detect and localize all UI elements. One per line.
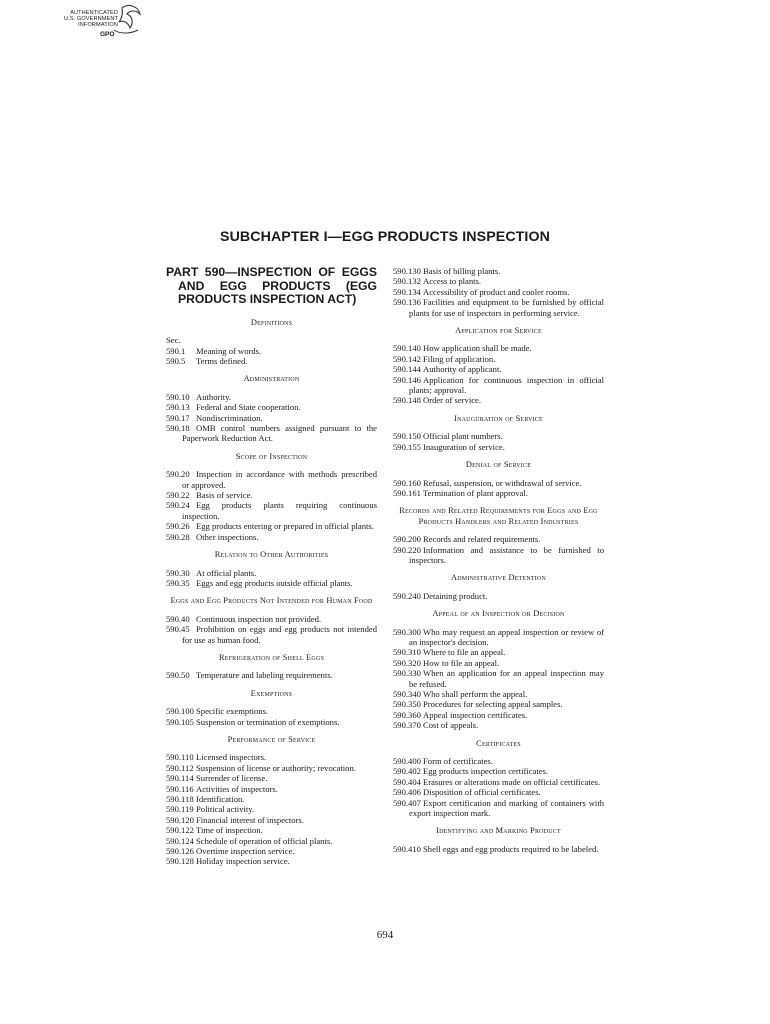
- toc-entry: [393, 591, 604, 601]
- section-number: 590.110: [166, 752, 194, 763]
- logo-text: AUTHENTICATED U.S. GOVERNMENT INFORMATION: [63, 10, 118, 29]
- toc-entry: [166, 568, 377, 578]
- section-number: 590.200: [393, 534, 421, 545]
- subchapter-title: SUBCHAPTER I—EGG PRODUCTS INSPECTION: [220, 229, 550, 245]
- section-heading: Records and Related Requirements for Eggs and Egg Products Handlers and Related Industries: [399, 506, 598, 526]
- section-number: 590.10: [166, 391, 190, 402]
- section-number: 590.330: [393, 668, 421, 679]
- toc-entry: [166, 402, 377, 412]
- toc-entry: [393, 756, 604, 766]
- toc-entry: [166, 804, 377, 814]
- section-number: 590.300: [393, 626, 421, 637]
- section-heading: Administration: [243, 374, 300, 384]
- section-title: Other inspections.: [196, 531, 259, 542]
- toc-entry: [166, 752, 377, 762]
- right-column: [393, 266, 604, 854]
- section-title: Procedures for selecting appeal samples.: [423, 699, 563, 710]
- part-title: PART 590—INSPECTION OF EGGS AND EGG PRODUCTS (EGG PRODUCTS INSPECTION ACT): [166, 265, 377, 307]
- toc-entry: [393, 266, 604, 276]
- section-number: 590.320: [393, 657, 421, 668]
- gpo-authentication-logo: [56, 4, 146, 44]
- toc-entry: [166, 856, 377, 866]
- section-number: 590.160: [393, 477, 421, 488]
- toc-entry: [393, 787, 604, 797]
- section-number: 590.310: [393, 647, 421, 658]
- toc-entry: [393, 777, 604, 787]
- toc-entry: [393, 343, 604, 353]
- toc-entry: [393, 710, 604, 720]
- toc-entry: [166, 521, 377, 531]
- toc-entry: [166, 490, 377, 500]
- left-column: [166, 266, 377, 867]
- toc-entry: [166, 356, 377, 366]
- toc-entry: [166, 670, 377, 680]
- section-title: Application for continuous inspection in official plants; approval.: [409, 374, 604, 396]
- section-title: Appeal inspection certificates.: [423, 709, 528, 720]
- toc-entry: [166, 846, 377, 856]
- section-number: 590.112: [166, 762, 194, 773]
- section-number: 590.1: [166, 345, 186, 356]
- section-title: How application shall be made.: [423, 343, 532, 354]
- section-title: Disposition of official certificates.: [423, 787, 541, 798]
- section-number: 590.136: [393, 297, 421, 308]
- section-heading: Refrigeration of Shell Eggs: [218, 652, 325, 662]
- section-title: Political activity.: [196, 804, 255, 815]
- section-heading: Certificates: [476, 738, 521, 748]
- toc-entry: [393, 798, 604, 819]
- section-title: Authority of applicant.: [423, 364, 502, 375]
- section-number: 590.360: [393, 709, 421, 720]
- section-number: 590.100: [166, 706, 194, 717]
- toc-entry: [166, 763, 377, 773]
- section-number: 590.340: [393, 689, 421, 699]
- section-number: 590.128: [166, 856, 194, 867]
- section-heading: Denial of Service: [465, 460, 532, 470]
- section-title: Detaining product.: [423, 590, 488, 601]
- section-number: 590.404: [393, 776, 421, 787]
- toc-entry: [393, 431, 604, 441]
- toc-entry: [166, 706, 377, 716]
- section-number: 590.120: [166, 814, 194, 825]
- section-heading: Identifying and Marking Product: [436, 826, 561, 836]
- section-title: Schedule of operation of official plants.: [196, 835, 333, 846]
- section-heading: Inauguration of Service: [454, 413, 543, 423]
- section-title: Specific exemptions.: [196, 706, 269, 717]
- section-title: Holiday inspection service.: [196, 856, 290, 867]
- toc-entry: [393, 658, 604, 668]
- section-number: 590.28: [166, 531, 190, 542]
- toc-entry: [166, 413, 377, 423]
- gpo-label: GPO: [100, 31, 115, 38]
- section-number: 590.126: [166, 846, 194, 857]
- section-heading: Application for Service: [455, 326, 542, 336]
- section-title: Eggs and egg products outside official plants.: [196, 577, 353, 588]
- section-number: 590.18: [166, 423, 190, 434]
- toc-entry: [166, 469, 377, 490]
- toc-entry: [166, 532, 377, 542]
- section-number: 590.17: [166, 412, 190, 423]
- toc-entry: [393, 442, 604, 452]
- section-number: 590.407: [393, 797, 421, 808]
- section-number: 590.124: [166, 835, 194, 846]
- toc-entry: [393, 627, 604, 648]
- section-title: Identification.: [196, 794, 245, 804]
- toc-entry: [166, 500, 377, 521]
- section-number: 590.5: [166, 356, 186, 366]
- section-number: 590.155: [393, 441, 421, 452]
- toc-entry: [393, 276, 604, 286]
- toc-entry: [393, 699, 604, 709]
- section-heading: Eggs and Egg Products Not Intended for Human Food: [170, 596, 373, 606]
- section-title: Licensed inspectors.: [196, 752, 267, 763]
- toc-entry: [166, 815, 377, 825]
- toc-entry: [393, 534, 604, 544]
- toc-entry: [166, 578, 377, 588]
- toc-entry: [393, 287, 604, 297]
- section-number: 590.105: [166, 716, 194, 727]
- toc-entry: [393, 395, 604, 405]
- section-number: 590.116: [166, 783, 194, 794]
- toc-entry: [393, 364, 604, 374]
- toc-entry: [166, 836, 377, 846]
- sec-label: Sec.: [166, 335, 181, 346]
- toc-entry: [393, 478, 604, 488]
- section-title: Egg products inspection certificates.: [423, 766, 549, 777]
- section-number: 590.132: [393, 276, 421, 287]
- toc-entry: [393, 375, 604, 396]
- section-title: Refusal, suspension, or withdrawal of service.: [423, 477, 582, 488]
- section-number: 590.400: [393, 756, 421, 767]
- toc-entry: [393, 488, 604, 498]
- toc-entry: [166, 624, 377, 645]
- section-number: 590.144: [393, 364, 421, 375]
- section-title: Terms defined.: [196, 356, 248, 366]
- section-number: 590.30: [166, 567, 190, 578]
- section-heading: Performance of Service: [227, 734, 316, 744]
- section-title: Basis of billing plants.: [423, 266, 501, 276]
- section-number: 590.146: [393, 374, 421, 385]
- section-heading: Appeal of an Inspection or Decision: [432, 609, 565, 619]
- section-title: Nondiscrimination.: [196, 412, 263, 423]
- toc-entry: [166, 784, 377, 794]
- section-number: 590.142: [393, 353, 421, 364]
- toc-entry: [393, 297, 604, 318]
- section-title: Form of certificates.: [423, 756, 493, 767]
- section-number: 590.22: [166, 490, 190, 501]
- toc-entry: [393, 354, 604, 364]
- left-toc: [166, 318, 377, 867]
- section-title: OMB control numbers assigned pursuant to the Paperwork Reduction Act.: [182, 423, 377, 444]
- toc-entry: [166, 346, 377, 356]
- section-title: Official plant numbers.: [423, 431, 503, 442]
- section-number: 590.402: [393, 766, 421, 777]
- section-number: 590.50: [166, 670, 190, 681]
- toc-entry: [393, 720, 604, 730]
- section-title: Temperature and labeling requirements.: [196, 670, 333, 681]
- right-toc: [393, 266, 604, 854]
- section-title: Egg products plants requiring continuous inspection.: [182, 500, 377, 521]
- section-number: 590.370: [393, 720, 421, 731]
- section-title: Activities of inspectors.: [196, 783, 278, 794]
- toc-entry: [166, 614, 377, 624]
- section-number: 590.118: [166, 794, 194, 804]
- toc-entry: [393, 766, 604, 776]
- section-number: 590.240: [393, 590, 421, 601]
- section-title: Financial interest of inspectors.: [196, 814, 304, 825]
- section-number: 590.350: [393, 699, 421, 710]
- section-title: Overtime inspection service.: [196, 846, 295, 857]
- section-title: How to file an appeal.: [423, 657, 500, 668]
- section-title: Egg products entering or prepared in official plants.: [196, 521, 374, 532]
- toc-entry: [166, 825, 377, 835]
- section-title: Suspension or termination of exemptions.: [196, 716, 340, 727]
- section-number: 590.410: [393, 843, 421, 854]
- section-number: 590.119: [166, 804, 194, 815]
- toc-entry: [393, 545, 604, 566]
- section-title: Time of inspection.: [196, 825, 263, 836]
- section-number: 590.13: [166, 402, 190, 413]
- section-title: Records and related requirements.: [423, 534, 541, 545]
- section-number: 590.35: [166, 577, 190, 588]
- section-title: Filing of application.: [423, 353, 496, 364]
- section-title: Meaning of words.: [196, 345, 262, 356]
- toc-entry: [166, 392, 377, 402]
- section-title: Inauguration of service.: [423, 441, 505, 452]
- section-title: Cost of appeals.: [423, 720, 479, 731]
- section-title: Export certification and marking of containers with export inspection mark.: [409, 797, 604, 819]
- section-heading: Administrative Detention: [451, 573, 546, 583]
- section-title: Who shall perform the appeal.: [423, 689, 528, 699]
- section-title: When an application for an appeal inspection may be refused.: [409, 668, 604, 689]
- toc-entry: [166, 423, 377, 444]
- section-title: Suspension of license or authority; revocation.: [196, 762, 356, 773]
- toc-entry: [166, 717, 377, 727]
- section-number: 590.134: [393, 286, 421, 297]
- section-title: Authority.: [196, 391, 232, 402]
- section-title: Accessibility of product and cooler rooms.: [423, 286, 570, 297]
- section-title: Who may request an appeal inspection or review of an inspector's decision.: [409, 626, 604, 647]
- toc-entry: [166, 773, 377, 783]
- section-number: 590.114: [166, 773, 194, 784]
- section-number: 590.150: [393, 431, 421, 442]
- section-title: Shell eggs and egg products required to be labeled.: [423, 843, 599, 854]
- section-title: Erasures or alterations made on official certificates.: [423, 776, 601, 787]
- section-title: At official plants.: [196, 567, 257, 578]
- section-title: Inspection in accordance with methods prescribed or approved.: [182, 469, 377, 490]
- section-number: 590.24: [166, 500, 190, 511]
- toc-entry: [393, 844, 604, 854]
- section-heading: Scope of Inspection: [235, 451, 308, 461]
- section-title: Basis of service.: [196, 490, 253, 501]
- section-number: 590.45: [166, 624, 190, 635]
- section-heading: Relation to Other Authorities: [214, 550, 329, 560]
- section-title: Where to file an appeal.: [423, 647, 506, 658]
- section-heading: Exemptions: [250, 688, 293, 698]
- section-heading: Definitions: [250, 317, 293, 327]
- section-number: 590.40: [166, 613, 190, 624]
- section-number: 590.130: [393, 266, 421, 276]
- section-number: 590.406: [393, 787, 421, 798]
- section-number: 590.26: [166, 521, 190, 532]
- section-title: Facilities and equipment to be furnished by official plants for use of inspectors in performing service.: [409, 297, 604, 318]
- toc-entry: [393, 668, 604, 689]
- section-title: Federal and State cooperation.: [196, 402, 301, 413]
- section-title: Surrender of license.: [196, 773, 268, 784]
- section-number: 590.148: [393, 395, 421, 406]
- toc-entry: [393, 647, 604, 657]
- section-number: 590.20: [166, 469, 190, 480]
- section-number: 590.140: [393, 343, 421, 354]
- section-number: 590.161: [393, 487, 421, 498]
- toc-entry: [166, 794, 377, 804]
- section-number: 590.122: [166, 825, 194, 836]
- section-title: Continuous inspection not provided.: [196, 613, 322, 624]
- section-title: Order of service.: [423, 395, 481, 406]
- section-number: 590.220: [393, 544, 421, 555]
- section-title: Information and assistance to be furnished to inspectors.: [409, 544, 604, 565]
- section-title: Prohibition on eggs and egg products not intended for use as human food.: [182, 624, 377, 645]
- page-number: 694: [376, 929, 394, 941]
- section-title: Termination of plant approval.: [423, 487, 528, 498]
- section-title: Access to plants.: [423, 276, 481, 287]
- toc-entry: [393, 689, 604, 699]
